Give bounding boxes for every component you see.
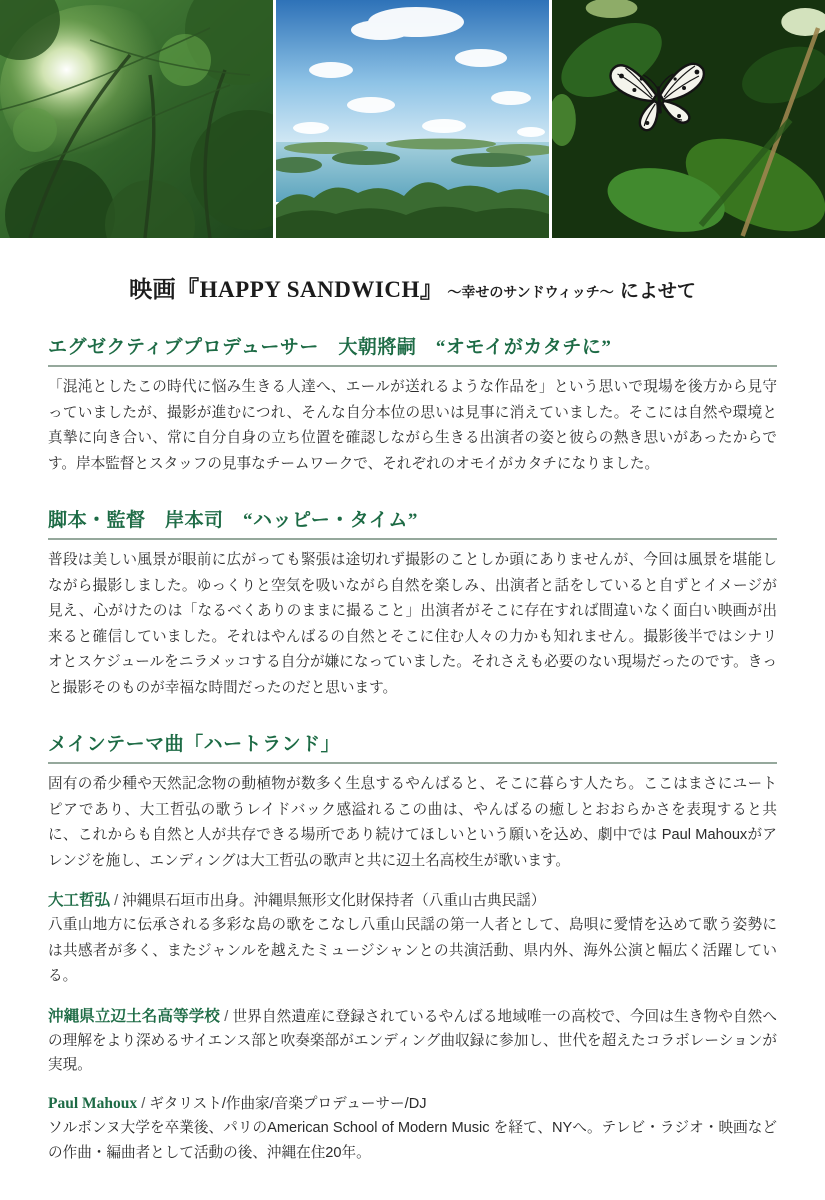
section-heading: メインテーマ曲「ハートランド」 <box>48 729 777 764</box>
section-director <box>48 505 777 701</box>
title-suffix: によせて <box>619 281 696 302</box>
credit-role: 沖縄県石垣市出身。沖縄県無形文化財保持者（八重山古典民謡） <box>122 893 546 909</box>
section-body: 「混沌としたこの時代に悩み生きる人達へ、エールが送れるような作品を」という思いで現場を後方から見守っていましたが、撮影が進むにつれ、そんな自分本位の思いは見事に消えていました。そこには自然や環境と真摯に向き合い、常に自分自身の立ち位置を確認しながら生きる出演者の姿と彼らの熱き思いがあったからです。岸本監督とスタッフの見事なチームワークで、それぞれのオモイがカタチになりました。 <box>48 379 777 472</box>
page-title <box>0 271 825 304</box>
ocean-bay-image <box>276 0 549 238</box>
main-content <box>0 304 825 1200</box>
section-executive-producer <box>48 332 777 477</box>
credit-line <box>48 1005 777 1077</box>
credit-description: 八重山地方に伝承される多彩な島の歌をこなし八重山民謡の第一人者として、島唄に愛情を込めて歌う姿勢には共感者が多く、またジャンルを越えたミュージシャンとの共演活動、県内外、海外公演と幅広く活躍している。 <box>48 917 777 984</box>
title-subtitle: ～幸せのサンドウィッチ～ <box>447 286 614 301</box>
photo-ocean-bay <box>276 0 549 238</box>
title-main: 映画『HAPPY SANDWICH』 <box>129 277 444 302</box>
credit-line <box>48 889 777 913</box>
credit-name: 大工哲弘 <box>48 892 111 909</box>
credit-paul-mahoux <box>48 1092 777 1167</box>
credit-line <box>48 1092 777 1116</box>
photo-butterfly <box>552 0 825 238</box>
section-body: 普段は美しい風景が眼前に広がっても緊張は途切れず撮影のことしか頭にありませんが、今回は風景を堪能しながら撮影しました。ゆっくりと空気を吸いながら自然を楽しみ、出演者と話をしていると自ずとイメージが見え、心がけたのは「なるべくありのままに撮ること」出演者がそこに存在すれば間違いなく面白い映画が出来ると確信していました。それはやんばるの自然とそこに住む人々の力かも知れません。撮影後半ではシナリオとスケジュールをニラメッコする自分が嫌になっていました。それさえも必要のない現場だったのです。きっと撮影そのものが幸福な時間だったのだと思います。 <box>48 552 777 696</box>
credit-daiku-tetsuhiro <box>48 889 777 990</box>
credit-separator: / <box>137 1095 150 1112</box>
credit-role: ギタリスト/作曲家/音楽プロデューサー/DJ <box>149 1095 427 1112</box>
butterfly-image <box>552 0 825 238</box>
credit-name: Paul Mahoux <box>48 1094 138 1112</box>
photo-forest-canopy <box>0 0 273 238</box>
section-body: 固有の希少種や天然記念物の動植物が数多く生息するやんばると、そこに暮らす人たち。ここはまさにユートピアであり、大工哲弘の歌うレイドバック感溢れるこの曲は、やんばるの癒しとおおらかさを表現すると共に、これからも自然と人が共存できる場所であり続けてほしいという願いを込め、劇中では Paul Mahouxがアレンジを施し、エンディングは大工哲弘の歌声と共に辺土名高校生が歌います。 <box>48 776 777 869</box>
credit-description: ソルボンヌ大学を卒業後、パリのAmerican School of Modern Music を経て、NYへ。テレビ・ラジオ・映画などの作曲・編曲者として活動の後、沖縄在住20年。 <box>48 1119 777 1161</box>
section-staff <box>48 1195 777 1200</box>
staff-heading <box>48 1195 777 1200</box>
credit-name: 沖縄県立辺土名高等学校 <box>48 1007 220 1025</box>
section-heading: エグゼクティブプロデューサー 大朝將嗣 “オモイがカタチに” <box>48 332 777 367</box>
photo-strip <box>0 0 825 238</box>
section-main-theme <box>48 729 777 874</box>
credit-role: 世界自然遺産に登録されているやんばる地域唯一の高校で、今回は生き物や自然への理解をより深めるサイエンス部と吹奏楽部がエンディング曲収録に参加し、世代を超えたコラボレーションが実現。 <box>48 1008 777 1073</box>
credit-hentona-highschool <box>48 1005 777 1077</box>
section-heading: 脚本・監督 岸本司 “ハッピー・タイム” <box>48 505 777 540</box>
credit-separator: / <box>220 1008 233 1025</box>
credit-separator: / <box>110 893 123 909</box>
forest-canopy-image <box>0 0 273 238</box>
